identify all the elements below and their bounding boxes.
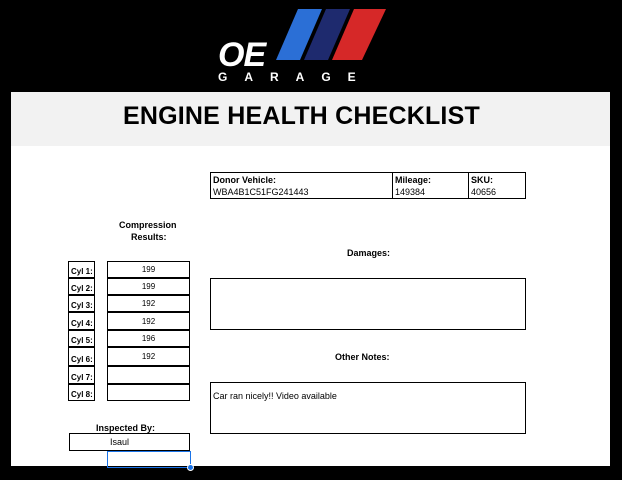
cyl-7-label: Cyl 7: (68, 366, 95, 384)
inspected-by-label: Inspected By: (96, 423, 156, 433)
mileage-label: Mileage: (395, 175, 432, 185)
title-bar (11, 92, 610, 146)
oe-garage-logo (0, 0, 622, 92)
cyl-6-value[interactable]: 192 (107, 347, 190, 366)
cyl-8-label: Cyl 8: (68, 384, 95, 401)
other-notes-label: Other Notes: (335, 352, 390, 362)
damages-field[interactable] (210, 278, 526, 330)
inspected-by-value: Isaul (110, 437, 130, 447)
mileage-cell[interactable] (392, 172, 469, 199)
inspected-by-field[interactable] (69, 433, 190, 451)
sku-cell[interactable] (468, 172, 526, 199)
cyl-5-label: Cyl 5: (68, 330, 95, 347)
cyl-1-label: Cyl 1: (68, 261, 95, 278)
cyl-6-label: Cyl 6: (68, 347, 95, 366)
donor-vehicle-cell[interactable] (210, 172, 393, 199)
logo-sub-text: GARAGE (218, 70, 373, 84)
compression-heading-line1: Compression (119, 220, 177, 230)
cyl-4-label: Cyl 4: (68, 312, 95, 330)
donor-vehicle-value: WBA4B1C51FG241443 (213, 187, 309, 197)
fill-handle[interactable] (187, 464, 194, 471)
other-notes-value: Car ran nicely!! Video available (213, 391, 337, 401)
cyl-1-value[interactable]: 199 (107, 261, 190, 278)
cyl-7-value[interactable] (107, 366, 190, 384)
selected-cell[interactable] (107, 451, 191, 468)
cyl-8-value[interactable] (107, 384, 190, 401)
other-notes-field[interactable] (210, 382, 526, 434)
cyl-4-value[interactable]: 192 (107, 312, 190, 330)
mileage-value: 149384 (395, 187, 426, 197)
sku-label: SKU: (471, 175, 493, 185)
logo-main-text: OE (218, 36, 266, 74)
spreadsheet (11, 92, 610, 466)
cyl-3-value[interactable]: 192 (107, 295, 190, 312)
page-title: ENGINE HEALTH CHECKLIST (123, 102, 480, 130)
cyl-2-value[interactable]: 199 (107, 278, 190, 295)
cyl-5-value[interactable]: 196 (107, 330, 190, 347)
damages-label: Damages: (347, 248, 391, 258)
cyl-2-label: Cyl 2: (68, 278, 95, 295)
donor-vehicle-label: Donor Vehicle: (213, 175, 277, 185)
cyl-3-label: Cyl 3: (68, 295, 95, 312)
compression-heading-line2: Results: (131, 232, 167, 242)
sku-value: 40656 (471, 187, 497, 197)
